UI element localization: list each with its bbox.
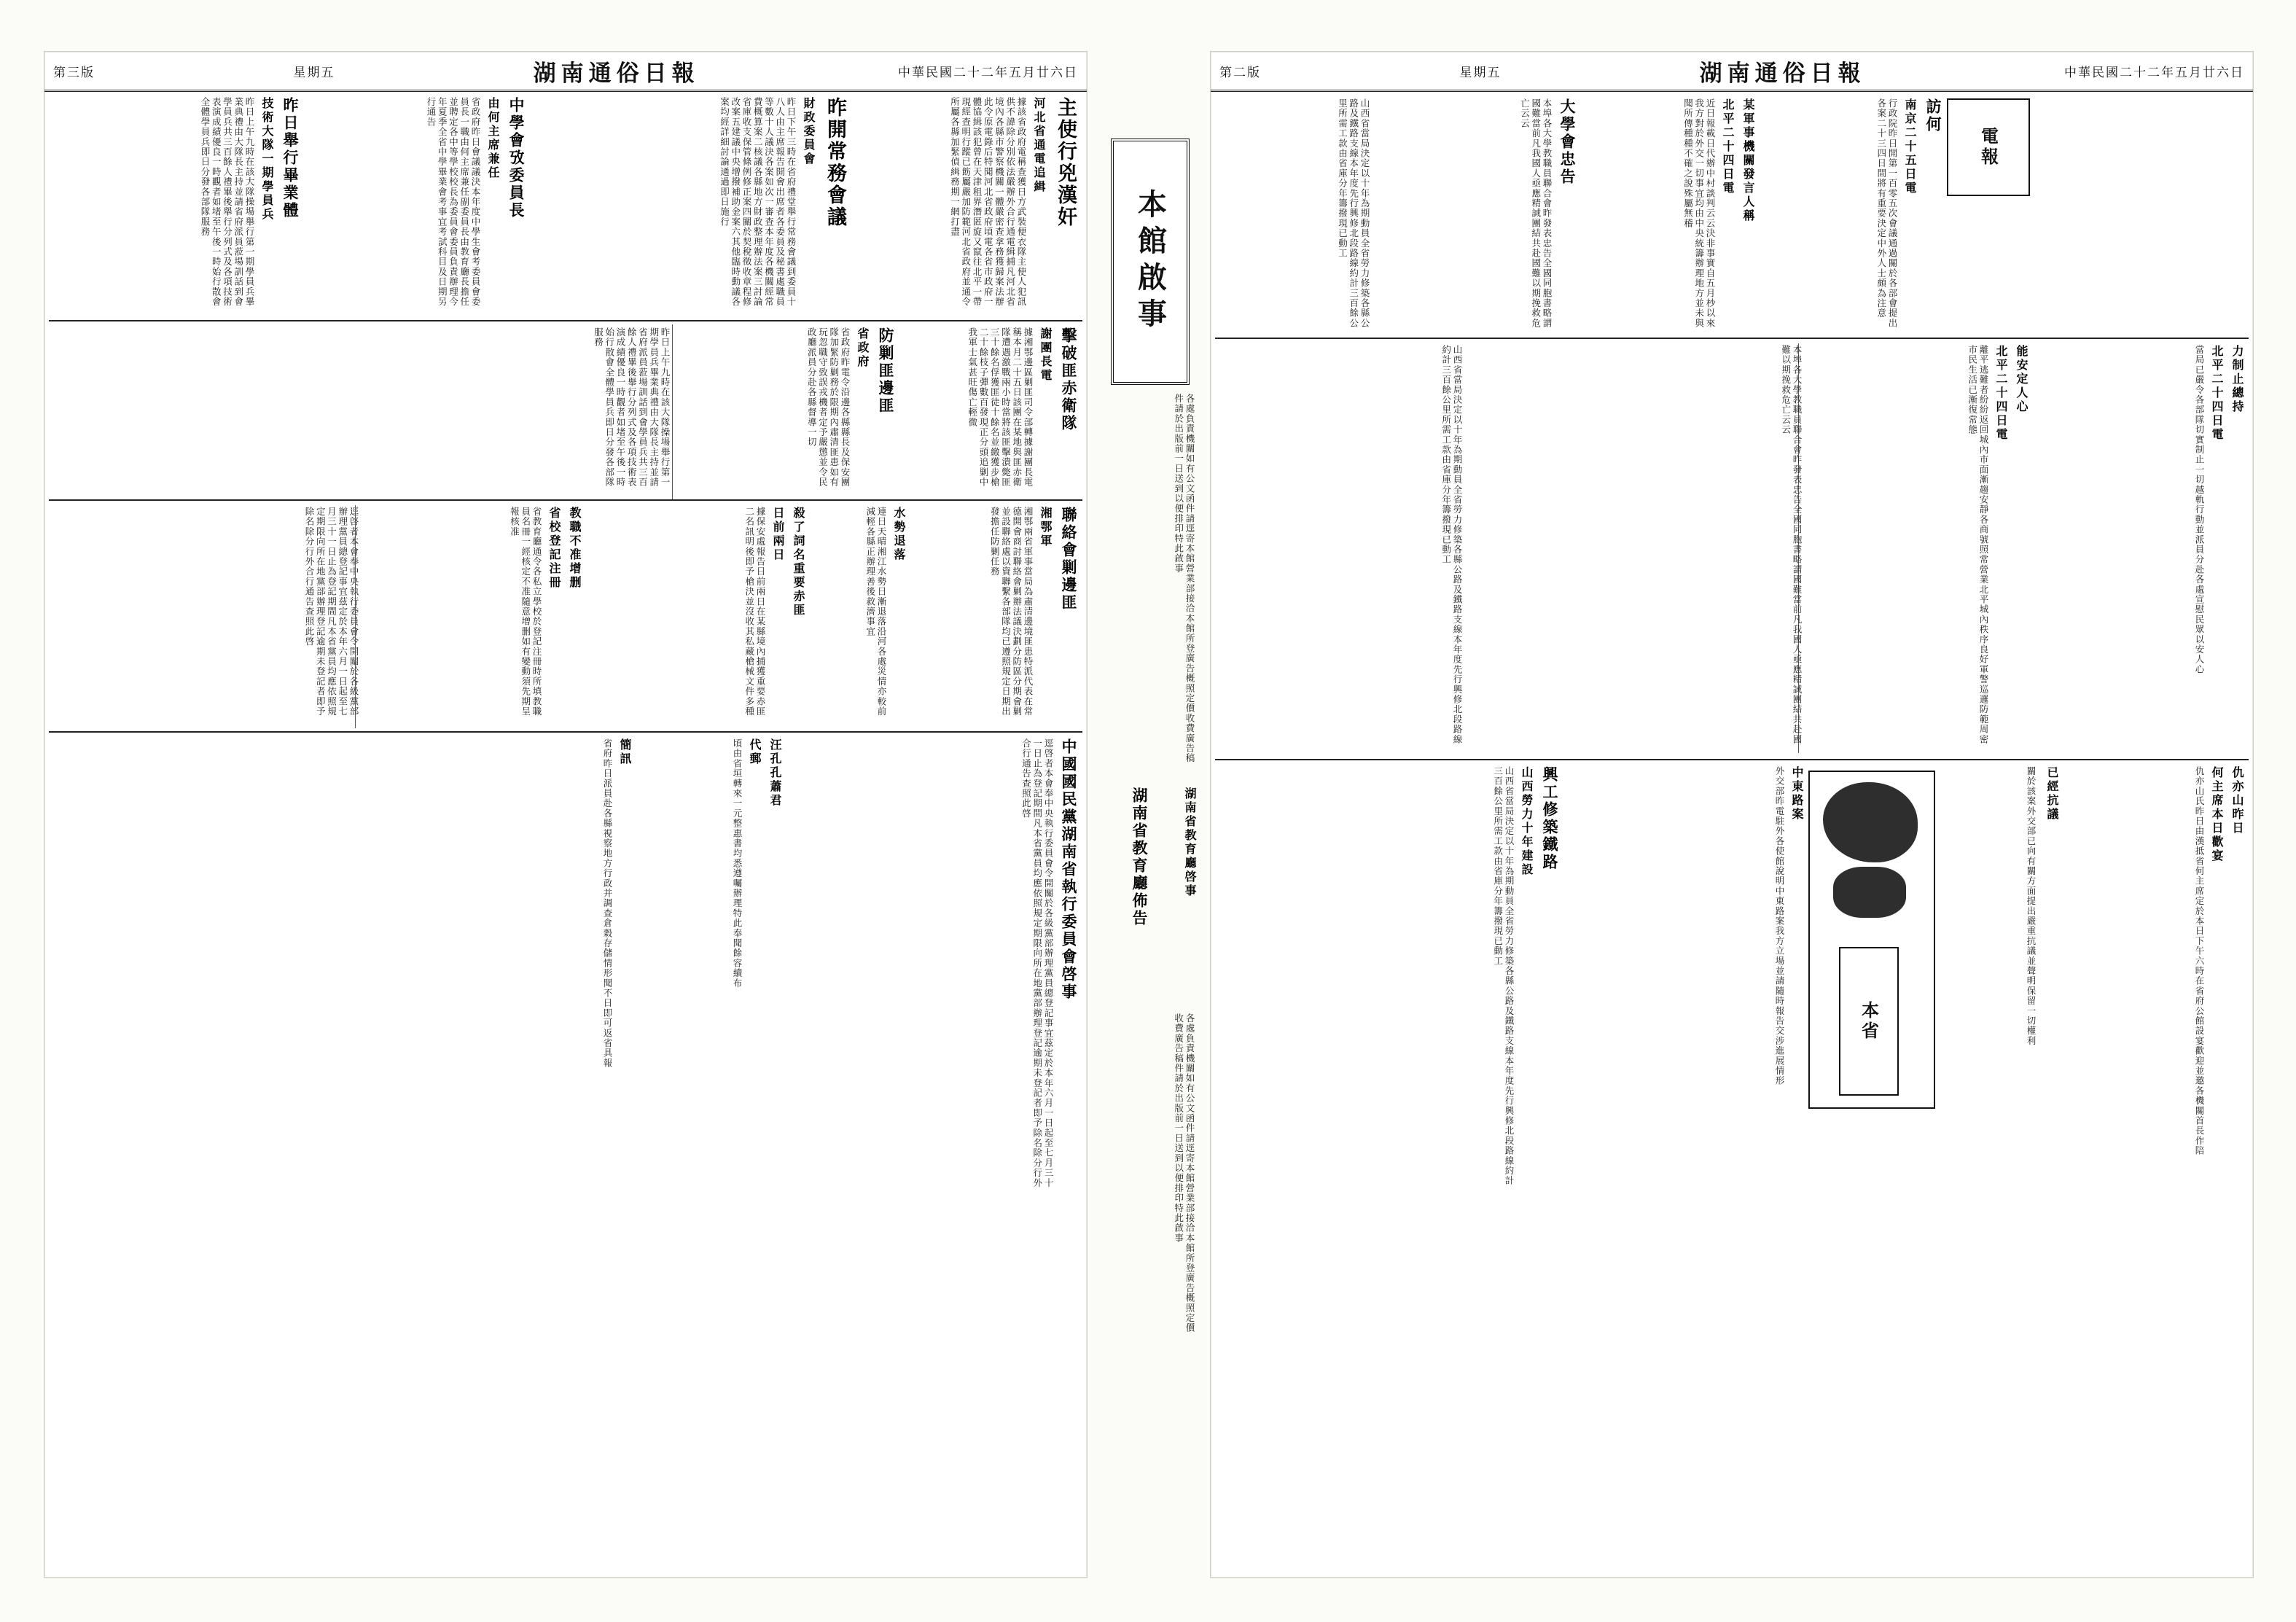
column-rule	[355, 505, 356, 728]
masthead-page-three	[44, 52, 1087, 92]
article-body: 昨日上午九時在該大隊操場舉行第一期學員兵畢業典禮由大隊長主持並請省府派員蒞場訓話到會學員兵共三百餘人禮畢後舉行分列式及各項技術表演成績優良一時觀者如堵至午後一時始行散會全體學員兵即日分發各部隊服務	[593, 327, 671, 488]
article-block-a3-2	[536, 97, 849, 316]
article-headline: 主使行兇漢奸	[1054, 97, 1077, 228]
date-label-three: 中華民國二十二年五月廿六日	[897, 65, 1078, 80]
article-headline: 中學會攷委員長	[507, 97, 526, 219]
issue-label-two: 星期五	[1459, 65, 1502, 80]
article-block-a3-3	[308, 97, 527, 316]
article-block-a3-14	[638, 738, 784, 1190]
section-rule	[49, 499, 1082, 501]
newspaper-sheet-page-two	[1210, 51, 2254, 1578]
article-subheadline: 湘鄂軍	[1039, 507, 1053, 548]
article-body: 省府昨日派員赴各縣視察地方行政并調查倉穀存儲情形聞不日即可返省具報	[602, 738, 613, 1069]
issue-label-three: 星期五	[293, 65, 335, 80]
article-block-a2-10	[1944, 766, 2061, 1189]
article-subheadline: 日前兩日	[771, 507, 785, 562]
article-headline: 昨開常務會議	[824, 97, 846, 228]
article-subheadline: 何主席本日歡宴	[2210, 766, 2224, 863]
article-block-a2-4	[1221, 98, 1370, 332]
article-block-a3-8	[912, 507, 1079, 725]
article-headline: 防剿匪邊匪	[877, 327, 895, 415]
article-block-a3-12	[55, 507, 359, 725]
article-block-a2-1	[1762, 98, 1944, 332]
article-subheadline: 北平二十四日電	[2210, 345, 2224, 442]
article-body: 近日報載日代辦中村談判云云決非事實自五月杪以來我方對於外交一切事宜均由中央統籌辦理地方並未與聞所傳種種不確之說殊屬無稽	[1682, 98, 1716, 329]
article-subheadline: 南京二十五日電	[1903, 98, 1917, 195]
article-subheadline: 北平二十四日電	[1994, 345, 2008, 442]
paper-title-three: 湖南通俗日報	[533, 60, 700, 87]
article-block-a3-4	[53, 97, 301, 316]
article-body: 逕啓者本會奉中央執行委員會令開關於各級黨部辦理黨員總登記事宜茲定於本年六月一日起至七月三十一日止為登記期間凡本省黨員均應依照規定期限向所在地黨部辦理登記逾期未登記者即予除名除分行外合行通告查照此啓	[304, 507, 359, 717]
article-body: 山西省當局決定以十年為期動員全省勞力修築各縣公路及鐵路支線本年度先行興修北段路線約計三百餘公里所需工款由省庫分年籌撥現已動工	[1440, 345, 1463, 744]
center-notice-column-2	[1102, 1013, 1195, 1341]
province-stamp	[1839, 947, 1899, 1096]
article-body: 行政院昨日開第一百零五次會議通過關於各部會提出各案二十三四日間將有重要決定中外人士頗為注意	[1875, 98, 1898, 329]
article-headline: 教職不准增删	[568, 507, 582, 590]
article-body: 昨日上午九時在該大隊操場舉行第一期學員兵畢業典禮由大隊長主持並請省府派員蒞場訓話到會學員兵共三百餘人禮畢後舉行分列式及各項技術表演成績優良一時觀者如堵至午後一時始行散會全體學員兵即日分發各部隊服務	[200, 97, 255, 307]
date-label-two: 中華民國二十二年五月廿六日	[2063, 65, 2244, 80]
article-body: 外交部昨電駐外各使館說明中東路案我方立場並請隨時報告交涉進展情形	[1774, 766, 1785, 1086]
article-body: 當局已嚴令各部隊切實制止一切越軌行動並派員分赴各處宣慰民眾以安人心	[2194, 345, 2205, 675]
article-headline: 大學會忠告	[1558, 98, 1577, 186]
article-body: 連日天晴湘江水勢日漸退落沿河各處災情亦較前減輕各縣正辦理善後救濟事宜	[864, 507, 887, 717]
masthead-page-two	[1211, 52, 2253, 92]
center-strip	[1093, 51, 1203, 1578]
stamp-label: 電報	[1977, 127, 1999, 168]
newspaper-sheet-page-three	[44, 51, 1088, 1578]
article-headline: 力制止總持	[2230, 345, 2244, 414]
article-body: 據保安處報告日前兩日在某縣境內捕獲重要赤匪二名訊明後即予槍決並沒收其私藏槍械文件多種	[743, 507, 766, 717]
article-headline: 中東路案	[1790, 766, 1804, 822]
center-notice-head-1	[1102, 787, 1150, 1006]
article-body: 離平逃難者紛紛返回城內市面漸趨安靜各商號照常營業北平城內秩序良好軍警巡邏防範周密市民生活已漸復常態	[1967, 345, 1989, 744]
masthead-notice-box	[1111, 139, 1190, 385]
article-headline: 擊破匪赤衛隊	[1060, 327, 1078, 432]
article-body: 關於該案外交部已向有關方面提出嚴重抗議並聲明保留一切權利	[2026, 766, 2037, 1046]
article-block-a2-11	[1565, 766, 1805, 1189]
notice-headline: 湖南省教育廳佈告	[1131, 787, 1149, 927]
telegram-section-stamp	[1947, 98, 2030, 196]
paper-title-two: 湖南通俗日報	[1699, 60, 1866, 87]
article-headline: 簡訊	[618, 738, 632, 766]
article-body: 省教育廳通令各私立學校於登記注冊時所填教職員名冊一經核定不准隨意增删如有變動須先期呈報核准	[509, 507, 542, 717]
article-subheadline: 謝團長電	[1039, 327, 1053, 383]
article-body: 逕啓者本會奉中央執行委員會令開關於各級黨部辦理黨員總登記事宜茲定於本年六月一日起至七月三十一日止為登記期間凡本省黨員均應依照規定期限向所在地黨部辦理登記逾期未登記者即予除名除分行外合行通告查照此啓	[1020, 738, 1054, 1188]
article-block-a2-3	[1374, 98, 1578, 332]
notice-body: 各處負責機關如有公文函件請逕寄本館營業部接洽本館所登廣告概照定價收費廣告稿件請於出版前一日送到以便排印特此啟事	[1173, 1013, 1195, 1333]
article-headline: 昨日舉行畢業體	[281, 97, 300, 219]
article-headline: 興工修築鐵路	[1541, 766, 1559, 871]
article-body: 湘鄂兩省軍事當局為肅清邊境匪患特派代表在常德開會商討聯絡會剿辦法議決劃分防區分期會剿並設聯絡處以資聯繫各部隊均已遵照規定日期出發擔任防剿任務	[989, 507, 1034, 717]
ink-blot-shape	[1823, 782, 1918, 862]
article-body: 省政府昨電令沿邊各縣縣長及保安團隊加緊防剿務於限期內肅清匪患如有玩忽職守致誤戎機者定予嚴懲並令民政廳派員分赴各縣督導一切	[806, 327, 851, 488]
article-subheadline: 省政府	[856, 327, 870, 369]
column-rule	[672, 324, 673, 499]
article-block-a3-10	[588, 507, 807, 725]
article-headline: 能安定人心	[2015, 345, 2028, 414]
article-block-a2-7	[1467, 345, 1803, 753]
article-body: 仇亦山氏昨日由漢抵省何主席定於本日下午六時在省府公館設宴歡迎並邀各機關首長作陪	[2194, 766, 2205, 1156]
illustration-frame	[1808, 771, 1935, 1109]
article-block-a3-11	[364, 507, 583, 725]
article-block-a2-9	[2063, 766, 2246, 1189]
article-headline: 仇亦山昨日	[2230, 766, 2244, 835]
article-headline: 水勢退落	[892, 507, 906, 562]
article-block-a3-1	[861, 97, 1079, 316]
article-subheadline: 省校登記注冊	[547, 507, 561, 590]
article-subheadline: 由何主席兼任	[486, 97, 500, 180]
notice-body: 各處負責機關如有公文函件請逕寄本館營業部接洽本館所登廣告概照定價收費廣告稿件請於出版前一日送到以便排印特此啟事	[1173, 394, 1195, 763]
article-block-a2-8	[1221, 345, 1463, 753]
article-subheadline: 技術大隊一期學員兵	[260, 97, 274, 222]
article-block-a3-9	[813, 507, 907, 725]
section-rule	[1215, 338, 2249, 339]
article-block-a2-6	[1811, 345, 2030, 753]
article-body: 昨日下午三時在省府禮堂舉行常務會議到委員十八人由主席報告開會出席者各委員及秘書處職員等數十人議決各案如次一審查本年度各機關經常費概算案二核議各縣地方財政整理辦法案三討論省庫收支保管條例修正案四關於契稅徵收章程修改案五建議中央增撥補助金案六其他臨時動議各案均經詳細討論通過即日施行	[719, 97, 797, 307]
article-headline: 中國國民黨湖南省執行委員會啓事	[1060, 738, 1078, 1001]
article-subheadline: 河北省通電追緝	[1032, 97, 1046, 194]
article-block-a3-13	[788, 738, 1079, 1190]
article-block-a2-5	[2034, 345, 2246, 753]
page-three-body	[49, 93, 1082, 1573]
article-body: 山西省當局決定以十年為期動員全省勞力修築各縣公路及鐵路支線本年度先行興修北段路線約計三百餘公里所需工款由省庫分年籌撥現已動工	[1492, 766, 1515, 1186]
article-headline: 某軍事機關發言人稱	[1741, 98, 1755, 223]
edition-label-two: 第二版	[1219, 65, 1261, 80]
article-subheadline: 代郵	[748, 738, 762, 766]
article-subheadline: 山西勞力十年建設	[1520, 766, 1534, 877]
section-rule	[1215, 759, 2249, 760]
article-body: 據湘鄂邊區剿匪司令部轉據謝團長電稱本月二十五日該團在某地與匪赤衛隊遭遇激戰兩小時當將該匪擊潰斃匪三十餘名俘獲匪徒十餘名並繳獲步槍二十餘枝子彈數百發現正分頭追剿中我軍士氣甚旺傷亡輕微	[967, 327, 1034, 488]
article-block-a3-15	[55, 738, 633, 1190]
article-body: 本埠各大學教職員聯合會昨發表忠告全國同胞書略謂國難當前凡我國人亟應精誠團結共赴國難以期挽救危亡云云	[1519, 98, 1553, 329]
notice-box-title: 本館啟事	[1133, 189, 1168, 335]
edition-label-three: 第三版	[53, 65, 95, 80]
article-block-a3-5	[905, 327, 1079, 495]
article-headline: 訪何	[1924, 98, 1942, 133]
article-headline: 已經抗議	[2045, 766, 2059, 822]
article-block-a2-2	[1582, 98, 1757, 332]
notice-headline: 湖南省教育廳啓事	[1183, 787, 1197, 898]
ink-blot-shape	[1833, 867, 1906, 918]
page-two-body	[1215, 93, 2249, 1573]
stamp-label: 本省	[1858, 1001, 1880, 1042]
article-body: 本埠各大學教職員聯合會昨發表忠告全國同胞書略謂國難當前凡我國人亟應精誠團結共赴國難以期挽救危亡云云	[1780, 345, 1803, 744]
article-subheadline: 北平二十四日電	[1721, 98, 1735, 195]
article-body: 省政府昨日會議議決本年度中學生會考委員會委員長一職由何主席兼任副委員長由教育廳長擔任並聘定各中等學校校長為委員會委員負責辦理今年夏季全省中學畢業會考事宜考試科目及日期另行通告	[426, 97, 481, 307]
center-notice-head-2	[1150, 787, 1198, 1006]
article-body: 據該省政府電稱查獲日方武裝便衣隊主使人犯訊供不諱除分別依法嚴辦外合行通電緝捕凡河北省境內各縣市警察機關一體嚴密查拿務獲歸案法辦此令原電錄后特聞河北省政府頃電各省市政府一體協緝該犯曾在天津租界潛匿旋又竄往北平一帶現經查明行蹤已飭屬嚴加防範河北省政府並通令所屬各縣加緊偵緝務期一網打盡	[949, 97, 1027, 307]
article-subheadline: 財政委員會	[802, 97, 816, 166]
section-rule	[49, 731, 1082, 733]
article-block-a3-7	[55, 327, 671, 495]
article-body: 頃由省垣轉來一元整惠書均悉遵囑辦理特此奉聞餘容續布	[732, 738, 743, 989]
article-headline: 殺了詞名重要赤匪	[792, 507, 805, 617]
article-headline: 汪孔孔蕭君	[768, 738, 782, 808]
article-body: 山西省當局決定以十年為期動員全省勞力修築各縣公路及鐵路支線本年度先行興修北段路線約計三百餘公里所需工款由省庫分年籌撥現已動工	[1337, 98, 1370, 329]
article-block-a2-12	[1221, 766, 1561, 1189]
center-notice-column-1	[1102, 394, 1195, 773]
article-headline: 聯絡會剿邊匪	[1060, 507, 1078, 612]
article-block-a3-6	[678, 327, 897, 495]
section-rule	[49, 320, 1082, 321]
